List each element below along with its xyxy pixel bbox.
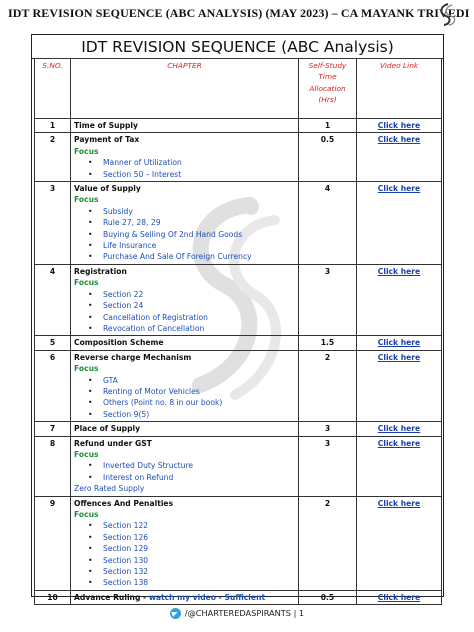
video-cell [357,182,442,265]
hours-cell: 1.5 [299,336,357,350]
header-video: Video Link [357,59,442,119]
hours-cell: 2 [299,496,357,590]
row-number: 9 [35,496,71,590]
header-sno: S.NO. [35,59,71,119]
video-link[interactable]: Click here [377,438,421,448]
table-row [35,264,442,335]
chapter-cell [71,422,299,436]
chapter-cell [71,119,299,133]
table-header-row [35,59,442,119]
row-number: 6 [35,350,71,421]
video-cell [357,336,442,350]
chapter-name: Reverse charge Mechanism [74,352,192,362]
focus-item: • Section 9(5) [88,409,295,420]
focus-item: • Cancellation of Registration [88,312,295,323]
focus-label: Focus [74,278,99,288]
video-link[interactable]: Click here [377,121,421,130]
focus-list [88,460,295,483]
table-row [35,496,442,590]
chapter-cell [71,264,299,335]
focus-item: • GTA [88,375,295,386]
header-chapter: CHAPTER [71,59,299,119]
video-link[interactable]: Click here [377,424,421,434]
chartered-aspirants-logo [428,2,468,28]
video-cell [357,422,442,436]
chapter-cell [71,133,299,182]
table-row [35,590,442,604]
hours-cell: 3 [299,422,357,436]
row-number: 1 [35,119,71,133]
hours-cell: 0.5 [299,133,357,182]
video-link[interactable]: Click here [377,266,421,276]
hours-cell: 1 [299,119,357,133]
chapter-cell [71,350,299,421]
focus-item: • Rule 27, 28, 29 [88,217,295,228]
footer-text: /@CHARTEREDASPIRANTS | 1 [184,608,305,618]
header-hours: Self-Study Time Allocation (Hrs) [299,59,357,119]
table-row [35,336,442,350]
chapter-cell [71,182,299,265]
row-number: 4 [35,264,71,335]
hours-cell: 2 [299,350,357,421]
hours-cell: 3 [299,264,357,335]
table-row [35,119,442,133]
row-number: 5 [35,336,71,350]
table-row [35,133,442,182]
video-cell [357,264,442,335]
chapter-cell [71,590,299,604]
focus-label: Focus [74,449,99,459]
focus-item: • Section 126 [88,532,295,543]
focus-item: • Section 138 [88,577,295,588]
focus-item: • Section 24 [88,300,295,311]
page-footer [0,608,474,624]
video-cell [357,590,442,604]
video-link[interactable]: Click here [377,338,421,348]
focus-list [88,375,295,421]
focus-item: • Renting of Motor Vehicles [88,386,295,397]
row-number: 8 [35,436,71,496]
focus-item: • Buying & Selling Of 2nd Hand Goods [88,229,295,240]
focus-item: • Section 129 [88,543,295,554]
focus-item: • Purchase And Sale Of Foreign Currency [88,251,295,262]
row-number: 10 [35,590,71,604]
chapter-name: Registration [74,266,127,276]
video-cell [357,436,442,496]
row-number: 2 [35,133,71,182]
chapter-cell [71,436,299,496]
table-row [35,182,442,265]
telegram-icon[interactable] [170,608,181,619]
focus-item: • Section 132 [88,566,295,577]
focus-item: • Revocation of Cancellation [88,323,295,334]
page-header [0,0,474,30]
chapter-cell [71,336,299,350]
chapter-name: Advance Ruling [74,592,141,602]
video-cell [357,119,442,133]
hours-cell: 0.5 [299,590,357,604]
chapter-name: Refund under GST [74,438,152,448]
video-cell [357,496,442,590]
video-link[interactable]: Click here [377,352,421,362]
row-number: 3 [35,182,71,265]
focus-item: • Interest on Refund [88,472,295,483]
chapter-name: Place of Supply [74,424,141,434]
focus-label: Focus [74,146,99,156]
focus-item: • Section 130 [88,555,295,566]
header-title: IDT REVISION SEQUENCE (ABC ANALYSIS) (MAY 2023) – CA MAYANK TRIVEDI [8,6,470,20]
row-number: 7 [35,422,71,436]
document-title: IDT REVISION SEQUENCE (ABC Analysis) [32,35,443,59]
table-row [35,422,442,436]
focus-item: • Section 22 [88,289,295,300]
extra-item: Zero Rated Supply [74,484,145,494]
focus-item: • Section 122 [88,520,295,531]
chapter-name: Composition Scheme [74,338,164,348]
revision-table [34,58,442,605]
focus-list [88,206,295,263]
chapter-cell [71,496,299,590]
focus-list [88,157,295,180]
note-separator: - [140,592,149,602]
video-link[interactable]: Click here [377,498,421,508]
focus-item: • Others (Point no. 8 in our book) [88,397,295,408]
video-cell [357,133,442,182]
chapter-note: watch my video - Sufficient [148,592,266,602]
hours-cell: 4 [299,182,357,265]
chapter-name: Value of Supply [74,184,141,194]
focus-label: Focus [74,195,99,205]
focus-item: • Subsidy [88,206,295,217]
focus-list [88,289,295,335]
hours-cell: 3 [299,436,357,496]
chapter-name: Payment of Tax [74,135,140,145]
table-row [35,436,442,496]
focus-list [88,520,295,588]
video-cell [357,350,442,421]
chapter-name: Offences And Penalties [74,498,174,508]
focus-item: • Section 50 – Interest [88,169,295,180]
focus-label: Focus [74,510,99,519]
focus-item: • Life Insurance [88,240,295,251]
focus-item: • Inverted Duty Structure [88,460,295,471]
focus-item: • Manner of Utilization [88,157,295,168]
table-row [35,350,442,421]
focus-label: Focus [74,364,99,374]
video-link[interactable]: Click here [377,592,421,602]
video-link[interactable]: Click here [377,135,421,145]
video-link[interactable]: Click here [377,184,421,194]
chapter-name: Time of Supply [74,121,138,130]
